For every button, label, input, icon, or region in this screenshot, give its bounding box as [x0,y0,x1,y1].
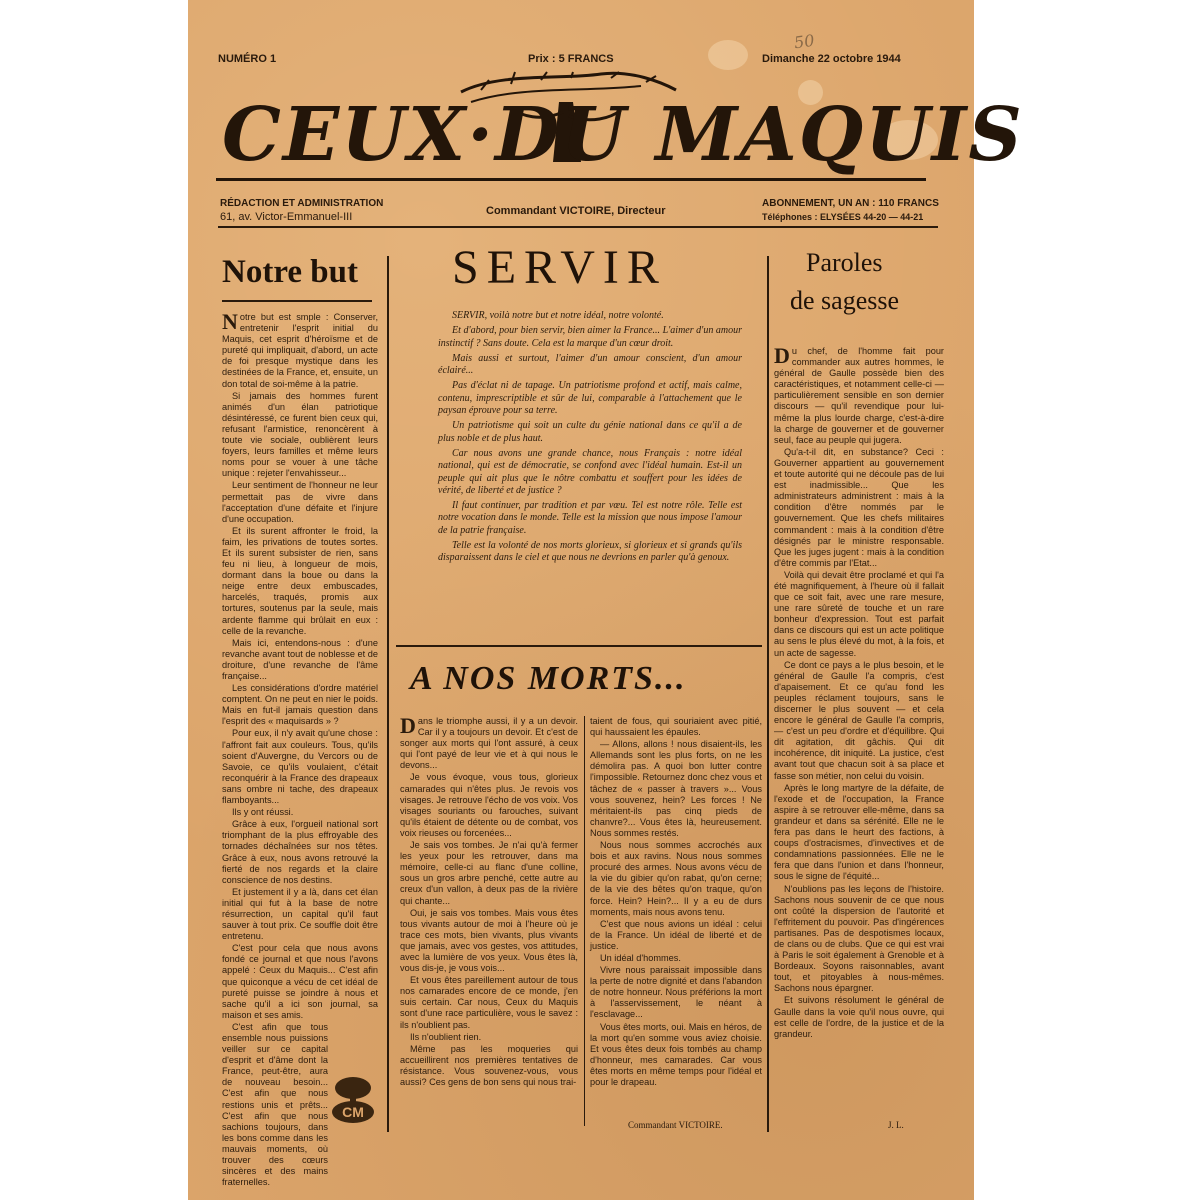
paragraph: Et d'abord, pour bien servir, bien aimer la France... L'aimer d'un amour instinctif ? Sans doute. Cela est la marque d'un cœur droit. [438,325,742,349]
paragraph: Et ils surent affronter le froid, la faim, les privations de toutes sortes. Et ils surent subsister de rien, sans feu ni lieu, à longueur de mois, dormant dans la boue ou dans la neige entre deux embuscades, harcelés, traqués, promis aux tortures, soutenus par la seule, mais ardente flamme qui brûlait en eux : celle de la revanche. [222,525,378,636]
paragraph: u chef, de l'homme fait pour commander aux autres hommes, le général de Gaulle possède bien des caractéristiques, et notamment celle-ci — particulièrement sensible en son dernier discours — qu'il revendique pour lui-même la plus lourde charge, c'est-à-dire la charge de gouverner et de gouverner seul, face au peuple qui jugera. [774,346,944,445]
paragraph: Mais aussi et surtout, l'aimer d'un amour conscient, d'un amour éclairé... [438,352,742,377]
a-nos-morts-col2 [590,716,762,1118]
paragraph: Et suivons résolument le général de Gaulle dans la voie qu'il nous ouvre, qui est celle de l'ordre, de la justice et de la grandeur. [774,995,944,1039]
paragraph: Telle est la volonté de nos morts glorieux, si glorieux et si grands qu'ils disparaissent dans le ciel et que nous ne devrions en parler qu'à genoux. [438,540,742,564]
paragraph: Pour eux, il n'y avait qu'une chose : l'affront fait aux couleurs. Tous, qu'ils soient d'Auvergne, du Vercors ou de Savoie, ce qu'ils voulaient, c'était reconquérir à la France des drapeaux sans ombre ni tache, des drapeaux flamboyants... [222,728,378,806]
paragraph: Après le long martyre de la défaite, de l'exode et de l'occupation, la France aspire à se retrouver elle-même, dans sa grandeur et dans sa sérénité. Elle ne le fera pas dans le heurt des factions, à coups d'ostracismes, d'invectives et de condamnations passionnées. Elle ne le fera que dans l'union et dans l'honneur, sous le signe de l'équité... [774,782,944,882]
paragraph: Un idéal d'hommes. [600,952,681,963]
masthead-rule [216,178,926,181]
paragraph: Vivre nous paraissait impossible dans la perte de notre dignité et dans l'abandon de notre honneur. Nous préférions la mort à l'asservissement, le néant à l'esclavage... [590,965,762,1020]
paroles-article [774,343,944,1116]
paroles-title-line2: de sagesse [790,286,900,315]
paragraph: Vous êtes morts, oui. Mais en héros, de la mort qu'en somme vous aviez choisie. Et vous êtes deux fois tombés au champ d'honneur, mes camarades. Car vous êtes morts en même temps pour l'idéal et pour le drapeau. [590,1021,762,1087]
dropcap: N [222,309,238,334]
column-divider [584,716,585,1126]
issue-date: Dimanche 22 octobre 1944 [762,53,901,65]
cm-logo-letters: CM [342,1104,364,1120]
paragraph: otre but est smple : Conserver, entretenir l'esprit initial du Maquis, cet esprit d'héroïsme et de pureté qui impliquait, d'abord, un acte de foi presque mystique dans les destinées de la France, et, ensuite, un don total de soi-même à la patrie. [222,312,378,389]
paragraph: Et vous êtes pareillement autour de tous nos camarades encore de ce monde, j'en suis certain. Car nous, Ceux du Maquis sont d'une race particulière, vous le savez : ils n'oublient pas. [400,975,578,1030]
paragraph: N'oublions pas les leçons de l'histoire. Sachons nous souvenir de ce que nous ont coûté la dispersion de l'autorité et l'effritement du pouvoir. Pas d'ingérences partisanes. Pas de despotismes locaux, de clans ou de clubs. Que ce qui est vrai à Paris le soit également à Grenoble et à Bordeaux. Soyons raisonnables, avant tout, et pitoyables à nous-mêmes. Sachons nous épargner. [774,883,944,994]
notre-but-article [222,309,378,1188]
paragraph: Leur sentiment de l'honneur ne leur permettait pas de vivre dans l'acceptation d'une défaite et l'injure d'une occupation. [222,480,378,524]
cm-tree-icon [330,1074,376,1124]
paragraph: Il faut continuer, par tradition et par vœu. Tel est notre rôle. Telle est notre vocation dans le monde. Telle est la mission que nous impose l'amour de la patrie française. [438,500,742,536]
servir-title: SERVIR [452,241,667,294]
dropcap: D [774,343,790,368]
masthead [216,72,1024,192]
paragraph: — Allons, allons ! nous disaient-ils, les Allemands sont les plus forts, on ne les démolira pas. A quoi bon lutter contre l'impossible. Retournez donc chez vous et tâchez de « passer à travers »... Vous vous souvenez, hein? Les forces ! Ne méritaient-ils pas cinq pieds de chanvre?... Vous êtes là, heureusement. Nous sommes restés. [590,739,762,838]
paragraph: Car nous avons une grande chance, nous Français : notre idéal national, qui est de démocratie, se confond avec l'idéal humain. Est-il un peuple qui ait plus que le nôtre combattu et souffert pour les idées de vérité, de liberté et de justice ? [438,447,742,496]
price: Prix : 5 FRANCS [528,53,614,65]
subscription: ABONNEMENT, UN AN : 110 FRANCS [762,198,939,209]
paragraph: Un patriotisme qui soit un culte du génie national dans ce qu'il a de plus noble et de plus haut. [438,420,742,444]
column-divider [767,256,769,1132]
paragraph: Pas d'éclat ni de tapage. Un patriotisme profond et actif, mais calme, contenu, imprescriptible et sûr de lui, comparable à l'attachement que le paysan éprouve pour sa terre. [438,380,742,417]
paragraph: ans le triomphe aussi, il y a un devoir. Car il y a toujours un devoir. Et c'est de songer aux morts qui l'ont assuré, à ceux qui l'ont payé de leur vie et à qui nous le devons... [400,716,578,771]
paragraph: Mais ici, entendons-nous : d'une revanche avant tout de noblesse et de droiture, d'une revanche de l'âme française... [222,637,378,681]
newspaper-title: CEUX·DU MAQUIS [222,92,1024,178]
handwritten-mark: 50 [792,30,816,53]
newspaper-page [188,0,1024,1200]
title-rule [222,300,372,302]
paragraph: Je vous évoque, vous tous, glorieux camarades qui n'êtes plus. Je revois vos visages. Je retrouve l'écho de vos voix. Vos visages souriants ou farouches, suivant qu'ils étaient de détente ou de combat, vos voix rieuses ou forcenées... [400,772,578,838]
a-nos-morts-title: A NOS MORTS... [410,660,687,697]
paragraph: Et justement il y a là, dans cet élan initial qui fut à la base de notre résurrection, un capital qu'il faut sauver à tout prix. Ce souffle doit être entretenu. [222,886,378,942]
column-divider [387,256,389,1132]
paragraph: Grâce à eux, l'orgueil national sort triomphant de la plus effroyable des tornades déchaînées sur nos têtes. Grâce à eux, nous avons retrouvé la fierté de nos regards et la claire conscience de nos destins. [222,819,378,885]
paragraph: C'est pour cela que nous avons fondé ce journal et que nous l'avons appelé : Ceux du Maquis... C'est afin que quiconque a vécu de cet idéal de pureté puisse se joindre à nous et sache qu'il a ici son journal, sa maison et ses amis. [222,943,378,1020]
paragraph: Même pas les moqueries qui accueillirent nos premières tentatives de résistance. Vous souvenez-vous, vous aussi? Ces gens de bon sens qui nous trai- [400,1043,578,1087]
redaction-label: RÉDACTION ET ADMINISTRATION [220,198,384,209]
paragraph: Les considérations d'ordre matériel comptent. On ne peut en nier le poids. Mais en fut-il jamais question dans l'esprit des « maquisards » ? [222,683,378,727]
paragraph: Ce dont ce pays a le plus besoin, et le général de Gaulle l'a compris, c'est d'apaisement. Et ce qu'au fond les peuples réclament toujours, sans le discerner le plus souvent — et cela encore le général de Gaulle l'a compris, — c'est un peu d'ordre et d'équilibre. Qui dit agitation, dit gâchis. Qui dit incohérence, dit iniquité. La justice, c'est avant tout que chacun soit à sa place et fasse son métier, non celui du voisin. [774,659,944,781]
paragraph: SERVIR, voilà notre but et notre idéal, notre volonté. [452,310,664,321]
a-nos-morts-col1 [400,713,578,1134]
paragraph: Je sais vos tombes. Je n'ai qu'à fermer les yeux pour les retrouver, dans ma mémoire, celle-ci au flanc d'une colline, sous un gros arbre penché, cette autre au creux d'un vallon, à deux pas de la rivière qui chante... [400,840,578,906]
paroles-title-line1: Paroles [806,248,883,277]
paragraph: Qu'a-t-il dit, en substance? Ceci : Gouverner appartient au gouvernement et toute autorité qui ne découle pas de lui est inadmissible... Que les administrateurs administrent : mais à la condition d'être nommés par le gouvernement. Que les chefs militaires commandent : mais à la condition d'être désignés par le ministre responsable. Que les juges jugent : mais à la condition d'être commis par l'Etat... [774,446,944,568]
signature: Commandant VICTOIRE. [628,1120,723,1130]
paragraph: Voilà qui devait être proclamé et qui l'a été magnifiquement, à l'heure où il fallait que ce soit fait, avec une rare mesure, une rare sûreté de touche et un rare bonheur d'expression. Tout est parfait dans ce discours qui est un acte politique au sens le plus élevé du mot, à la fois, et un acte de sagesse. [774,569,944,658]
director: Commandant VICTOIRE, Directeur [486,205,666,217]
paragraph: Ils y ont réussi. [232,807,294,818]
paragraph: Si jamais des hommes furent animés d'un élan patriotique désintéressé, ce furent bien ceux qui, refusant l'armistice, renoncèrent à toute vie sociale, oublièrent leurs foyers, leurs familles et même leurs noms pour se vouer à une tâche unique : rejeter l'envahisseur... [222,390,378,479]
paragraph: Nous nous sommes accrochés aux bois et aux ravins. Nous nous sommes procuré des armes. Nous avons vécu de la vie du gibier qu'on rabat, qu'on cerne; de la vie des bêtes qu'on traque, qu'on force. Hein? Hein?... Il y a eu de durs moments, mais nous avons tenu. [590,840,762,917]
telephones: Téléphones : ELYSÉES 44-20 — 44-21 [762,212,924,222]
servir-article [438,310,742,625]
section-rule [396,645,762,647]
notre-but-title: Notre but [222,254,358,290]
paragraph: Ils n'oublient rien. [410,1031,482,1042]
cm-logo [330,1074,376,1124]
paragraph: taient de fous, qui souriaient avec pitié, qui haussaient les épaules. [590,716,762,738]
paragraph: Oui, je sais vos tombes. Mais vous êtes tous vivants autour de moi à l'heure où je trace ces mots, bien vivants, plus vivants que jamais, avec vos gestes, vos attitudes, avec la lumière de vos yeux. Vous êtes là, vous dis-je, je vous vois... [400,907,578,974]
address: 61, av. Victor-Emmanuel-III [220,211,353,223]
right-signature: J. L. [888,1120,904,1130]
paragraph: C'est que nous avions un idéal : celui de la France. Un idéal de liberté et de justice. [590,918,762,951]
header-rule [218,226,938,228]
paragraph: C'est afin que tous ensemble nous puissions veiller sur ce capital d'esprit et d'âme dont la France, peut-être, aura de nouveau besoin... C'est afin que nous restions unis et prêts... C'est afin que nous sachions toujours, dans les bons comme dans les mauvais moments, où trouver des cœurs sincères et des mains fraternelles. [222,1021,328,1188]
issue-number: NUMÉRO 1 [218,53,277,65]
paper-stain [708,40,748,70]
dropcap: D [400,713,416,738]
